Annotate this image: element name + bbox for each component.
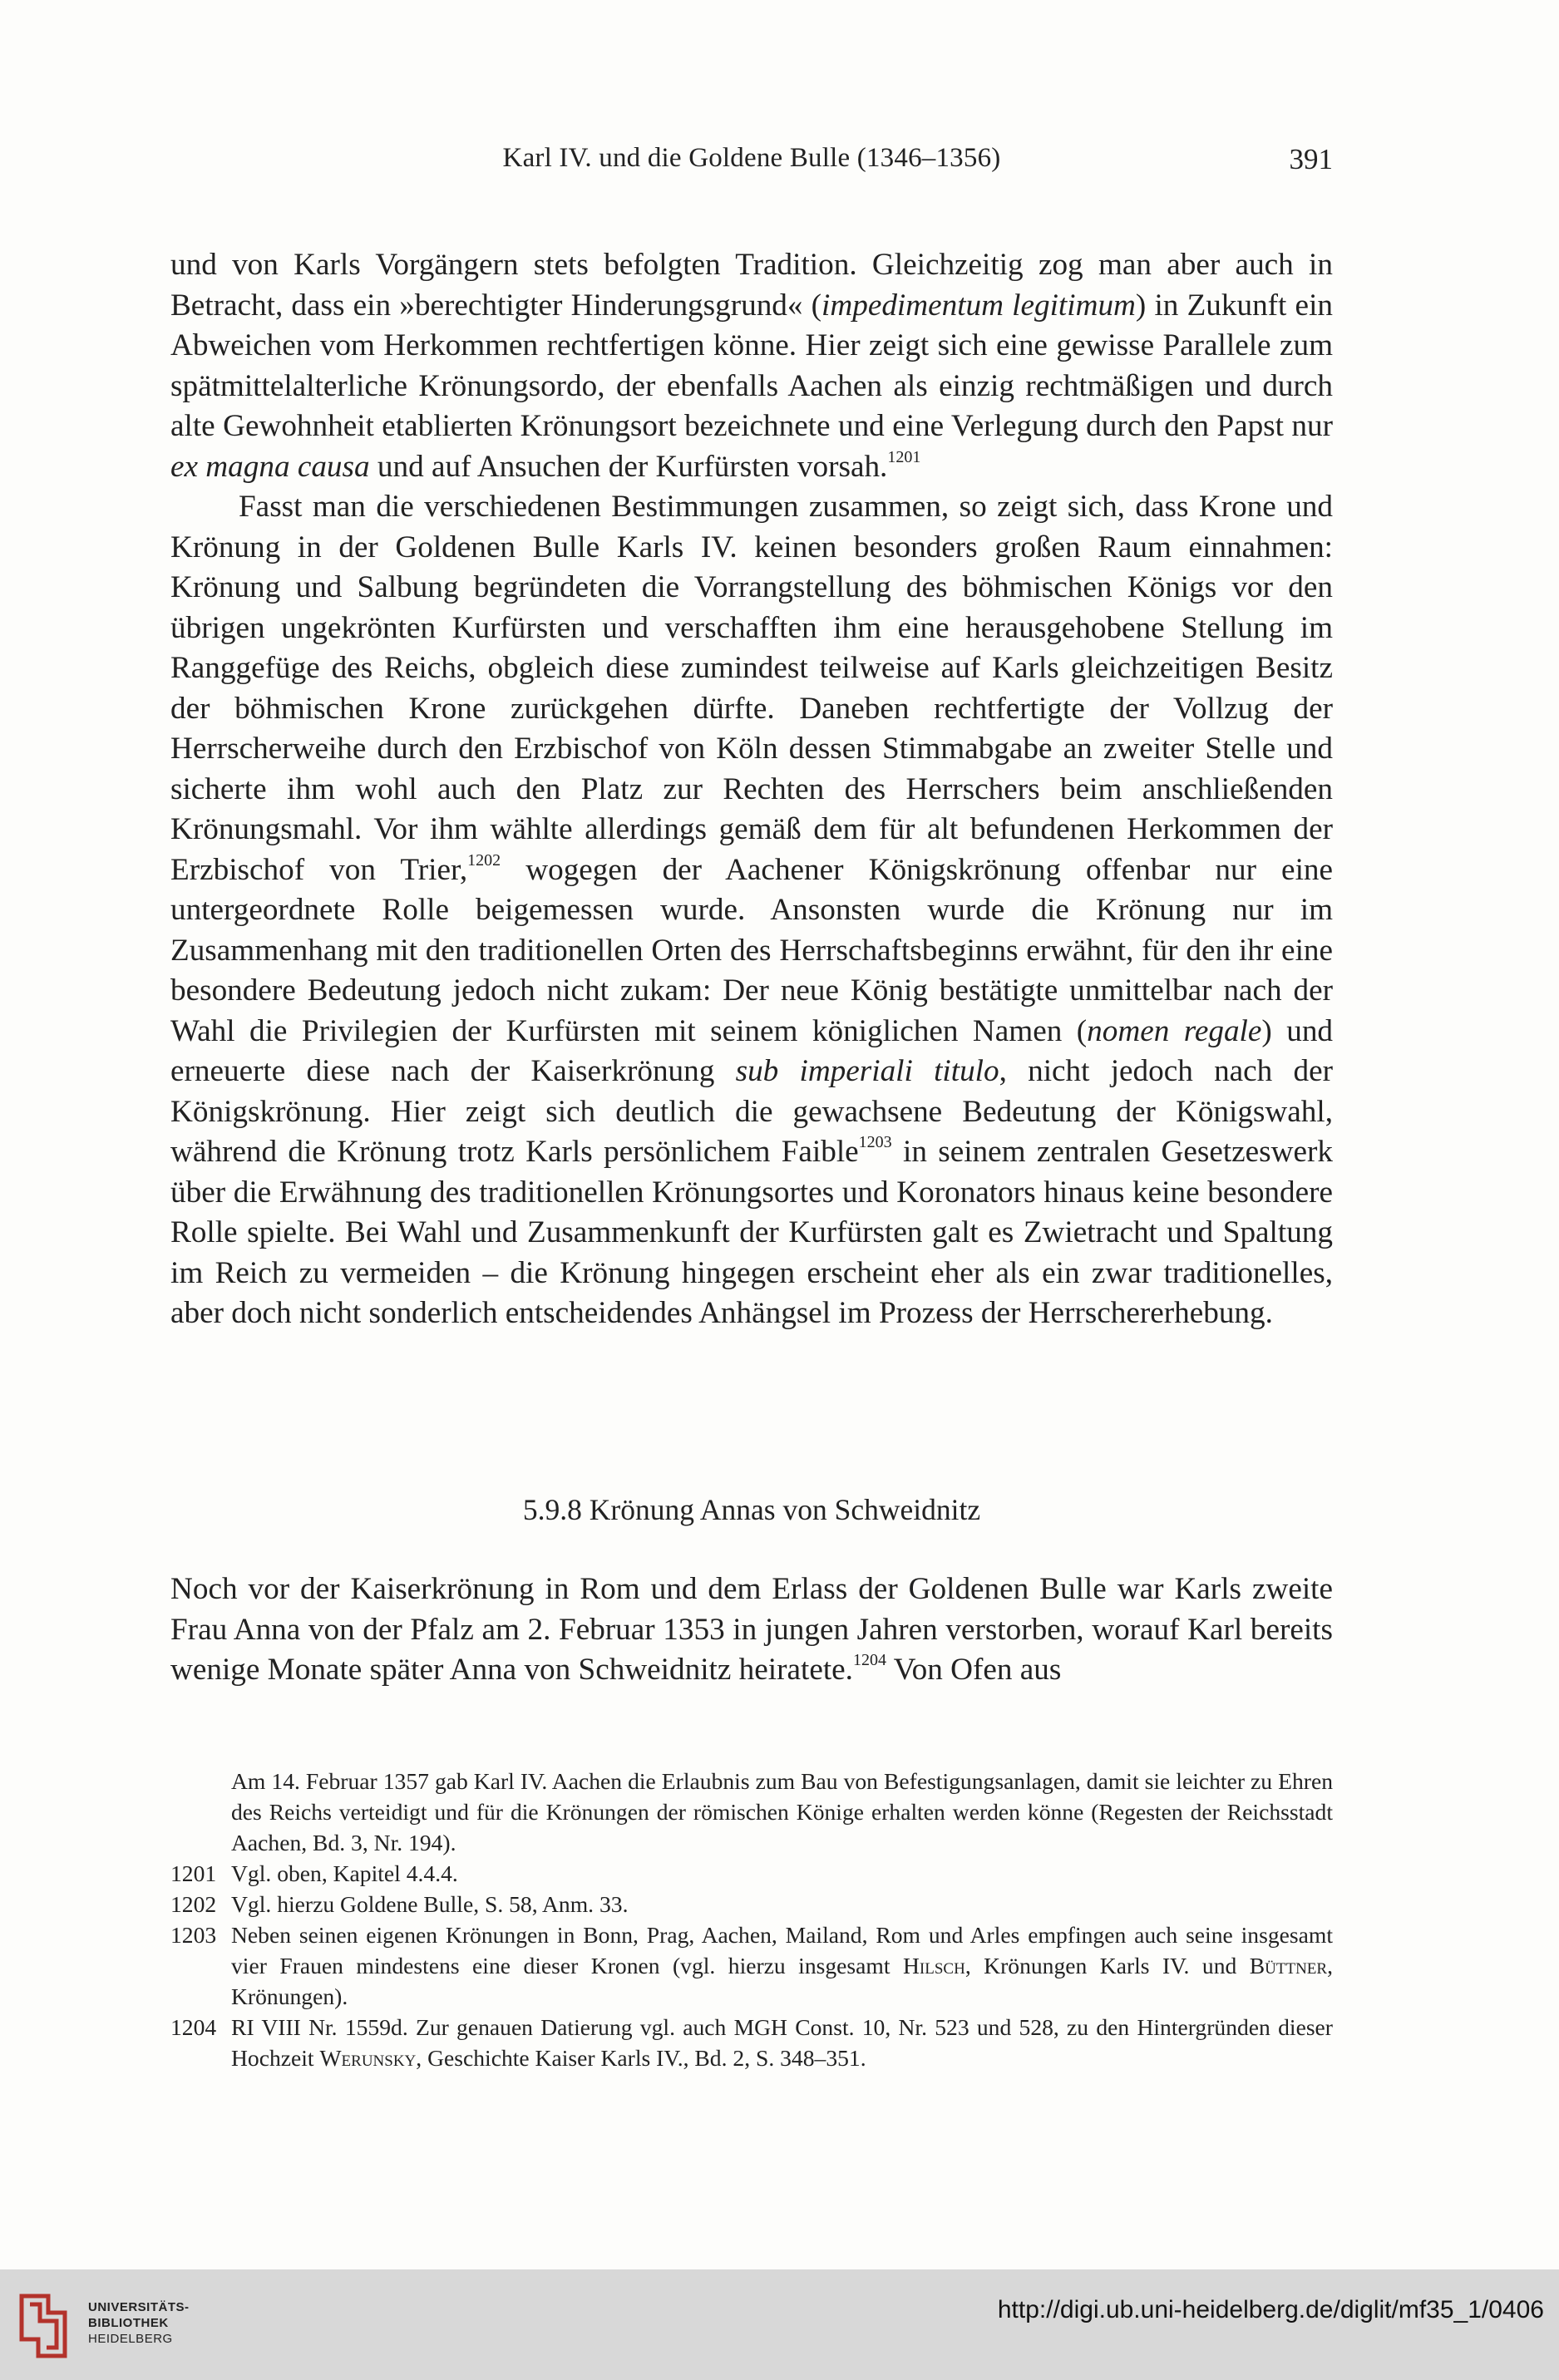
library-name-line: UNIVERSITÄTS- [88,2300,190,2314]
footnote-continuation [170,1766,1333,1858]
footnote-text-part: RI VIII Nr. 1559d. Zur genauen Datierung vgl. auch MGH Const. 10, Nr. 523 und 528, zu den Hintergründen dieser Hochzeit [231,2014,1333,2071]
footnote-number: 1202 [170,1891,217,1917]
section-heading: 5.9.8 Krönung Annas von Schweidnitz [522,1493,981,1526]
author-name: Hilsch [903,1953,965,1978]
paragraph-1-text: und von Karls Vorgängern stets befolgten Tradition. Gleichzeitig zog man aber auch in Betracht, dass ein »berechtigter Hinderungsgrund« ( [170,248,1333,323]
footnote-number: 1204 [170,2014,217,2040]
library-logo[interactable] [15,2288,206,2364]
footnote-ref-1204[interactable]: 1204 [852,1651,886,1669]
paragraph-3-text: Noch vor der Kaiserkrönung in Rom und dem Erlass der Goldenen Bulle war Karls zweite Frau Anna von der Pfalz am 2. Februar 1353 in jungen Jahren verstorben, worauf Karl bereits wenige Monate später Anna von Schweidnitz heiratete. [170,1572,1333,1687]
footnote-1202 [170,1889,1333,1919]
footnote-text-part: , Krönungen). [231,1953,1333,2009]
library-logo-icon [15,2288,73,2364]
paragraph-2-text: Fasst man die verschiedenen Bestimmungen zusammen, so zeigt sich, dass Krone und Krönung in der Goldenen Bulle Karls IV. keinen besonders großen Raum einnahmen: Krönung und Salbung begründeten die Vorrangstellung des böhmischen Königs vor den übrigen ungekrönten Kurfürsten und verschafften ihm eine herausgehobene Stellung im Ranggefüge des Reichs, obgleich diese zumindest teilweise auf Karls gleichzeitigen Besitz der böhmischen Krone zurückgehen dürfte. Daneben rechtfertigte der Vollzug der Herrscherweihe durch den Erzbischof von Köln dessen Stimmabgabe an zweiter Stelle und sicherte ihm wohl auch den Platz zur Rechten des Herrschers beim anschließenden Krönungsmahl. Vor ihm wählte allerdings gemäß dem für alt befundenen Herkommen der Erzbischof von Trier, [170,490,1333,887]
footnote-ref-1203[interactable]: 1203 [858,1133,892,1151]
author-name: Büttner [1249,1953,1328,1978]
paragraph-2 [170,487,1333,1334]
footnote-1204 [170,2012,1333,2073]
paragraph-2-text: in seinem zentralen Gesetzeswerk über die Erwähnung des traditionellen Krönungsortes und Koronators hinaus keine besondere Rolle spielte. Bei Wahl und Zusammenkunft der Kurfürsten galt es Zwietracht und Spaltung im Reich zu vermeiden – die Krönung hingegen erscheint eher als ein zwar traditionelles, aber doch nicht sonderlich entscheidendes Anhängsel im Prozess der Herrschererhebung. [170,1135,1333,1330]
author-name: Werunsky [319,2045,417,2071]
latin-term: nomen regale [1087,1013,1262,1048]
section-text [170,1569,1333,1691]
footnote-ref-1201[interactable]: 1201 [887,447,921,466]
page-header [170,143,1333,185]
footnotes [170,1766,1333,2073]
paragraph-2-text: ) und erneuerte diese nach der Kaiserkrönung [170,1013,1334,1088]
footnote-text-part: , Krönungen Karls IV. und [965,1953,1250,1978]
footnote-number: 1201 [170,1860,217,1886]
running-title: Karl IV. und die Goldene Bulle (1346–1356) [502,143,1001,173]
footnote-text: Vgl. oben, Kapitel 4.4.4. [231,1860,458,1886]
latin-term: impedimentum legitimum [821,288,1136,323]
library-name-line: BIBLIOTHEK [88,2316,169,2330]
footnote-text [231,2012,1333,2073]
footnote-1203 [170,1919,1333,2012]
latin-term: ex magna causa [170,449,370,484]
paragraph-2-text: , nicht jedoch nach der Königskrönung. Hier zeigt sich deutlich die gewachsene Bedeutung der Königswahl, während die Krönung trotz Karls persönlichem Faible [170,1054,1333,1169]
paragraph-3 [170,1569,1333,1691]
digitization-footer [0,2269,1559,2380]
footnote-text-part: , Geschichte Kaiser Karls IV., Bd. 2, S. 348–351. [416,2045,866,2071]
page-number: 391 [1289,143,1333,175]
source-url[interactable]: http://digi.ub.uni-heidelberg.de/diglit/mf35_1/0406 [997,2296,1544,2323]
library-name [88,2299,190,2347]
main-text [170,245,1333,1334]
library-name-line: HEIDELBERG [88,2332,173,2346]
paragraph-1-text: und auf Ansuchen der Kurfürsten vorsah. [369,449,888,484]
paragraph-3-text: Von Ofen aus [886,1653,1062,1687]
footnote-text: Vgl. hierzu Goldene Bulle, S. 58, Anm. 33. [231,1891,629,1917]
footnote-text: Am 14. Februar 1357 gab Karl IV. Aachen die Erlaubnis zum Bau von Befestigungsanlagen, damit sie leichter zu Ehren des Reichs verteidigt und für die Krönungen der römischen Könige erhalten werden könne (Regesten der Reichsstadt Aachen, Bd. 3, Nr. 194). [231,1768,1333,1855]
paragraph-1-text: ) in Zukunft ein Abweichen vom Herkommen rechtfertigen könne. Hier zeigt sich eine gewisse Parallele zum spätmittelalterliche Krönungsordo, der ebenfalls Aachen als einzig rechtmäßigen und durch alte Gewohnheit etablierten Krönungsort bezeichnete und eine Verlegung durch den Papst nur [170,288,1333,443]
footnote-number: 1203 [170,1922,217,1948]
paragraph-2-text: wogegen der Aachener Königskrönung offenbar nur eine untergeordnete Rolle beigemessen wurde. Ansonsten wurde die Krönung nur im Zusammenhang mit den traditionellen Orten des Herrschaftsbeginns erwähnt, für den ihr eine besondere Bedeutung jedoch nicht zukam: Der neue König bestätigte unmittelbar nach der Wahl die Privilegien der Kurfürsten mit seinem königlichen Namen ( [170,852,1333,1048]
footnote-1201 [170,1858,1333,1889]
latin-term: sub imperiali titulo [735,1054,999,1088]
paragraph-1 [170,245,1333,487]
footnote-text-part: Neben seinen eigenen Krönungen in Bonn, Prag, Aachen, Mailand, Rom und Arles empfingen auch seine insgesamt vier Frauen mindestens eine dieser Kronen (vgl. hierzu insgesamt [231,1922,1333,1978]
footnote-text [231,1919,1333,2012]
footnote-ref-1202[interactable]: 1202 [467,850,501,870]
